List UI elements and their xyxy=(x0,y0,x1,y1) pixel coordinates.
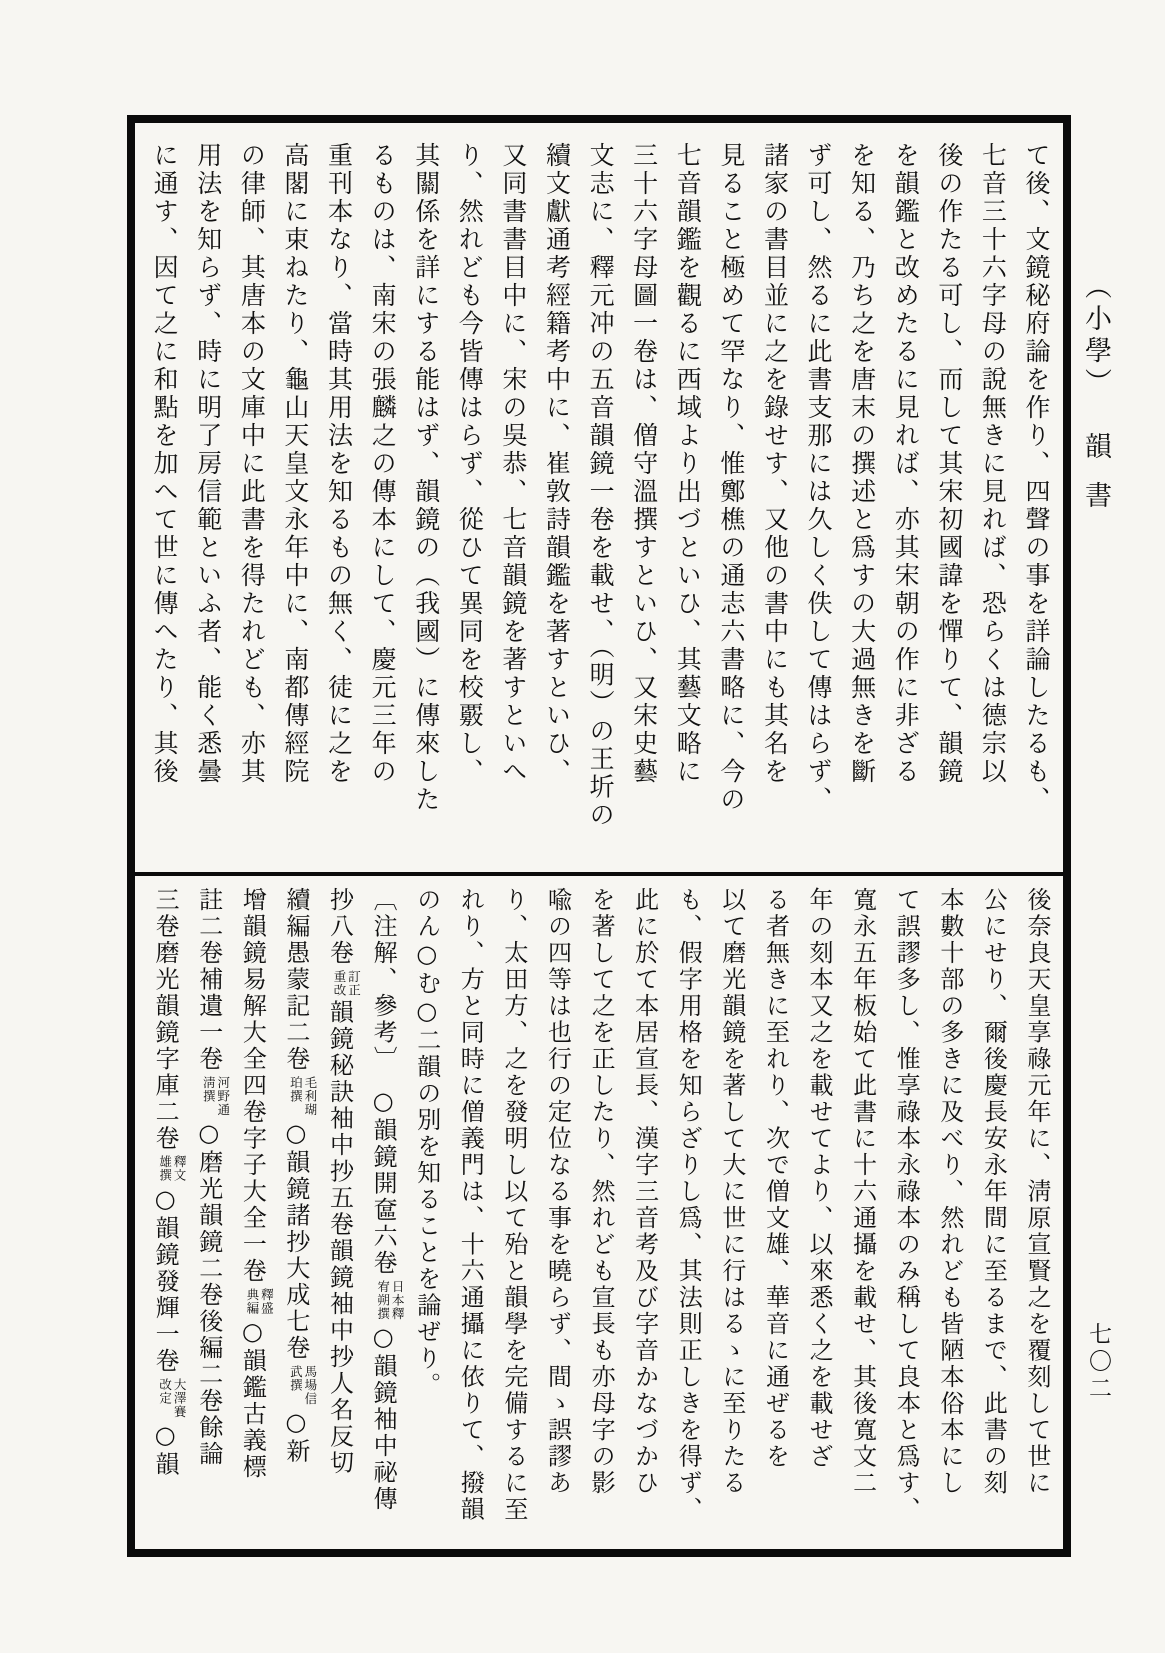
text-column: 三十六字母圖一卷は、僧守溫撰すといひ、又宋史藝 xyxy=(629,142,659,786)
text-column: 高閣に束ねたり、龜山天皇文永年中に、南都傳經院 xyxy=(280,142,310,786)
text-column: れり、方と同時に僧義門は、十六通攝に依りて、撥韻 xyxy=(456,887,485,1523)
margin-book-title: 韻書 xyxy=(1080,432,1111,530)
text-column: 公にせり、爾後慶長安永年間に至るまで、此書の刻 xyxy=(979,887,1008,1497)
top-text-block xyxy=(142,142,1058,860)
text-column: る者無きに至れり、次で僧文雄、華音に通ぜるを xyxy=(761,887,790,1470)
block-divider xyxy=(135,872,1063,876)
text-column: を知る、乃ち之を唐末の撰述と爲すの大過無きを斷 xyxy=(847,142,877,786)
bottom-text-block xyxy=(142,887,1058,1549)
text-column: 年の刻本又之を載せてより、以來悉く之を載せざ xyxy=(805,887,834,1470)
text-column: て誤謬多し、惟享祿本永祿本のみ稱して良本と爲す、 xyxy=(892,887,921,1523)
text-column: 續編愚蒙記二卷 毛利瑚 珀撰 ○韻鏡諸抄大成七卷 馬場信 武撰 ○新 xyxy=(281,887,318,1465)
inline-annotation: 日本釋 宥朔撰 xyxy=(375,1279,406,1320)
text-column: 七音三十六字母の說無きに見れば、恐らくは德宗以 xyxy=(978,142,1008,786)
inline-annotation: 河野通 淸撰 xyxy=(201,1075,231,1116)
text-column: 七音韻鑑を觀るに西域より出づといひ、其藝文略に xyxy=(673,142,703,786)
inline-annotation: 大澤賽 改定 xyxy=(157,1377,188,1418)
text-column: 增韻鏡易解大全四卷字子大全一卷 釋盛 典編 ○韻鑑古義標 xyxy=(238,887,275,1481)
text-column: 三卷磨光韻鏡字庫二卷 釋文 雄撰 ○韻鏡發輝一卷 大澤賽 改定 ○韻 xyxy=(151,887,188,1478)
text-column: も、假字用格を知らざりし爲、其法則正しきを得ず、 xyxy=(674,887,703,1523)
inline-annotation: 馬場信 武撰 xyxy=(288,1364,318,1405)
text-column: 諸家の書目並に之を錄せす、又他の書中にも其名を xyxy=(760,142,790,786)
inline-annotation: 釋文 雄撰 xyxy=(157,1155,188,1182)
text-column: て後、文鏡秘府論を作り、四聲の事を詳論したるも、 xyxy=(1022,142,1051,814)
text-column: 寬永五年板始て此書に十六通攝を載せ、其後寬文二 xyxy=(848,887,877,1497)
inline-annotation: 毛利瑚 珀撰 xyxy=(288,1075,318,1116)
text-column: 其關係を詳にする能はず、韻鏡の（我國）に傳來した xyxy=(411,142,441,814)
text-column: 喩の四等は也行の定位なる事を曉らず、間ゝ誤謬あ xyxy=(543,887,572,1497)
text-column: を韻鑑と改めたるに見れば、亦其宋朝の作に非ざる xyxy=(891,142,921,786)
inline-annotation: 釋盛 典編 xyxy=(244,1287,275,1315)
text-column: 註二卷補遺一卷 河野通 淸撰 ○磨光韻鏡二卷後編二卷餘論 xyxy=(194,887,231,1468)
inline-annotation: 訂正 重改 xyxy=(332,969,362,997)
text-column: 以て磨光韻鏡を著して大に世に行はるゝに至りたる xyxy=(717,887,746,1497)
text-column: のん○む○二韻の別を知ることを論ぜり。 xyxy=(412,887,441,1399)
text-column: ず可し、然るに此書支那には久しく佚して傳はらず、 xyxy=(804,142,834,814)
text-column: 〔注解、參考〕 ○韻鏡開奩六卷 日本釋 宥朔撰 ○韻鏡袖中祕傳 xyxy=(369,887,406,1513)
text-column: に通す、因て之に和點を加へて世に傳へたり、其後 xyxy=(150,142,180,786)
text-column: 見ること極めて罕なり、惟鄭樵の通志六書略に、今の xyxy=(716,142,746,814)
text-column: 本數十部の多きに及べり、然れども皆陋本俗本にし xyxy=(935,887,964,1497)
text-column: 後の作たる可し、而して其宋初國諱を憚りて、韻鏡 xyxy=(934,142,964,786)
text-column: り、太田方、之を發明し以て殆と韻學を完備するに至 xyxy=(499,887,528,1523)
text-column: り、然れども今皆傳はらず、從ひて異同を校覈し、 xyxy=(455,142,485,786)
text-column: を著して之を正したり、然れども宣長も亦母字の影 xyxy=(587,887,616,1497)
text-column: るものは、南宋の張麟之の傳本にして、慶元三年の xyxy=(368,142,398,786)
text-column: 此に於て本居宣長、漢字三音考及び字音かなづかひ xyxy=(630,887,659,1497)
text-column: 文志に、釋元冲の五音韻鏡一卷を載せ、（明）の王圻の xyxy=(586,142,616,830)
page-number: 七〇二 xyxy=(1085,1322,1111,1403)
text-column: 後奈良天皇享祿元年に、淸原宣賢之を覆刻して世に xyxy=(1023,887,1051,1497)
text-column: 用法を知らず、時に明了房信範といふ者、能く悉曇 xyxy=(193,142,223,786)
text-column: 重刊本なり、當時其用法を知るもの無く、徒に之を xyxy=(324,142,354,786)
text-column: 續文獻通考經籍考中に、崔敦詩韻鑑を著すといひ、 xyxy=(542,142,572,786)
text-column: 又同書書目中に、宋の吳恭、七音韻鏡を著すといへ xyxy=(498,142,528,786)
text-column: の律師、其唐本の文庫中に此書を得たれども、亦其 xyxy=(237,142,267,786)
margin-section-label: （小學） xyxy=(1080,272,1111,400)
text-column: 抄八卷 訂正 重改 韻鏡秘訣袖中抄五卷韻鏡袖中抄人名反切 xyxy=(325,887,362,1477)
